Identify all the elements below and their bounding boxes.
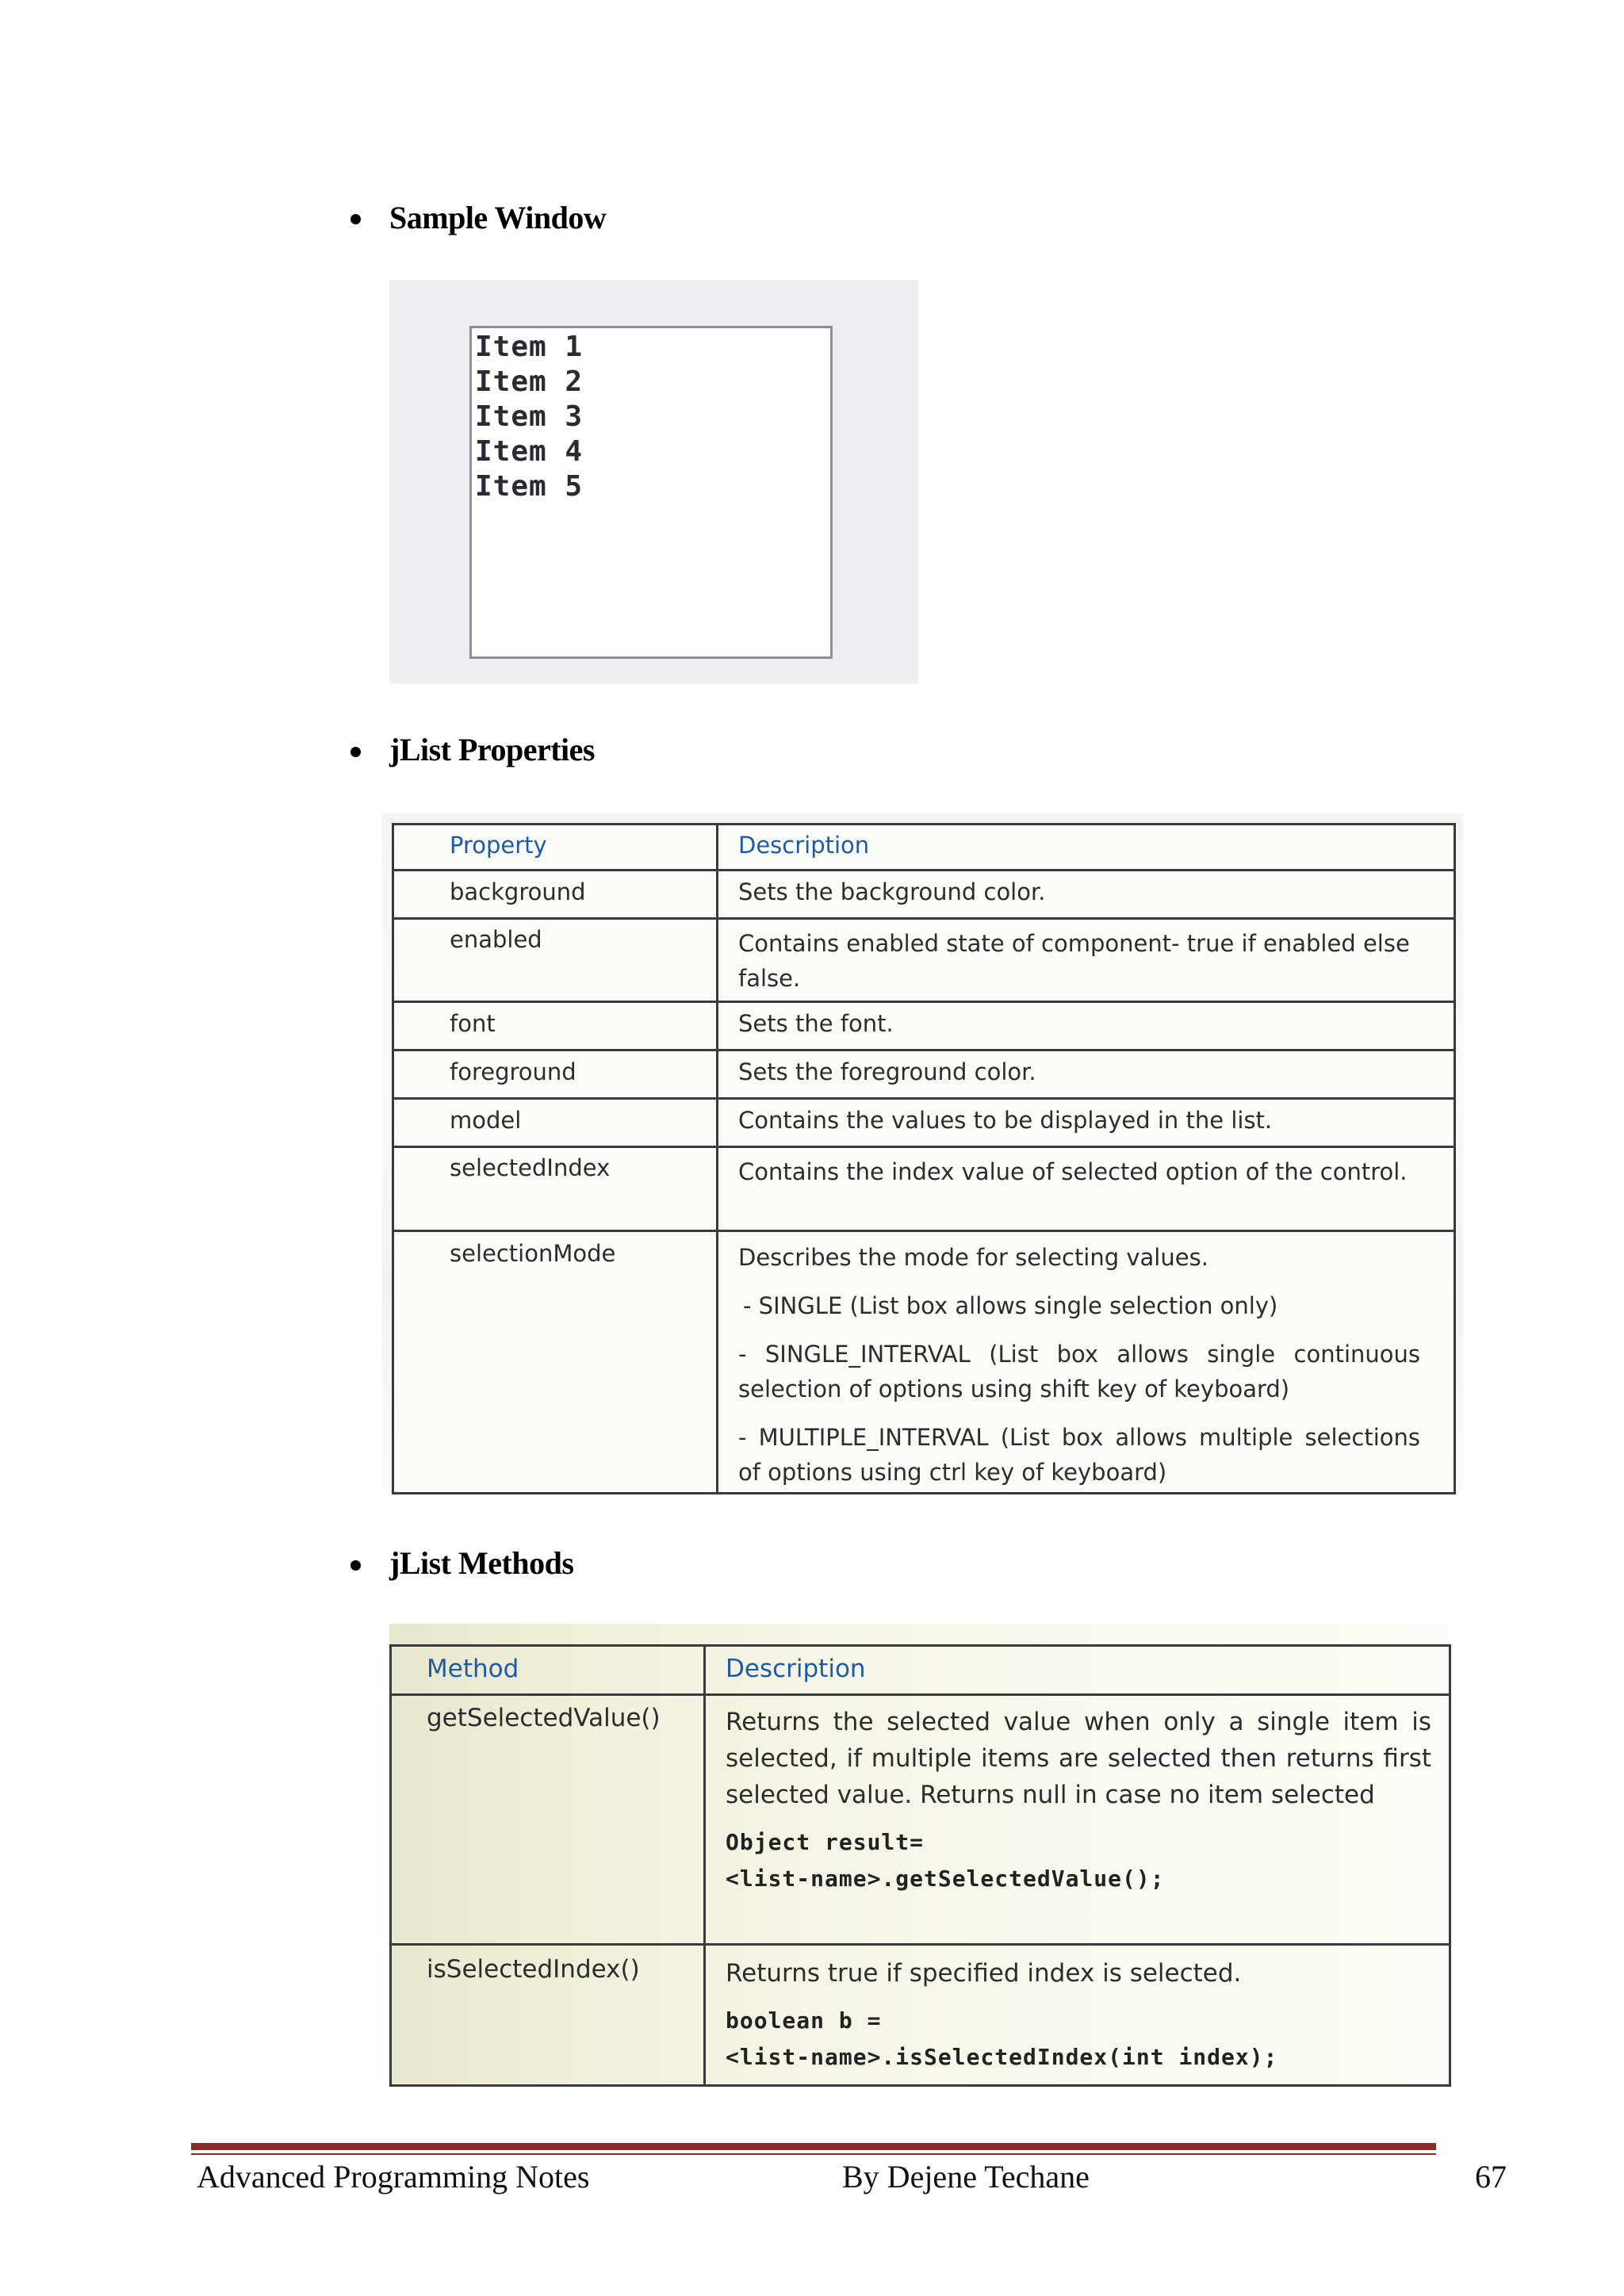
header-description: Description bbox=[718, 825, 1455, 871]
table-row bbox=[393, 1231, 1455, 1494]
desc-line: Describes the mode for selecting values. bbox=[738, 1244, 1208, 1271]
property-name: selectedIndex bbox=[393, 1147, 718, 1231]
header-description: Description bbox=[705, 1646, 1450, 1695]
bullet bbox=[350, 1560, 361, 1571]
table-row bbox=[393, 1002, 1455, 1050]
method-desc bbox=[705, 1945, 1450, 2086]
property-desc: Contains enabled state of component- true if enabled else false. bbox=[718, 919, 1455, 1002]
property-name: enabled bbox=[393, 919, 718, 1002]
bullet bbox=[350, 214, 361, 224]
desc-text: Returns the selected value when only a single item is selected, if multiple items are selected then returns first selected value. Returns null in case no item selected bbox=[726, 1708, 1431, 1809]
property-name: model bbox=[393, 1099, 718, 1147]
footer-author: By Dejene Techane bbox=[842, 2159, 1090, 2195]
method-name: isSelectedIndex() bbox=[391, 1945, 705, 2086]
table-row bbox=[393, 1099, 1455, 1147]
header-method: Method bbox=[391, 1646, 705, 1695]
page-number: 67 bbox=[1475, 2159, 1507, 2195]
section-heading-methods: jList Methods bbox=[389, 1545, 574, 1581]
list-item[interactable]: Item 5 bbox=[475, 470, 584, 503]
property-desc: Sets the font. bbox=[718, 1002, 1455, 1050]
desc-line: - SINGLE_INTERVAL (List box allows single continuous selection of options using shift key of keyboard) bbox=[738, 1341, 1420, 1402]
code-line: <list-name>.isSelectedIndex(int index); bbox=[726, 2044, 1278, 2070]
property-name: selectionMode bbox=[393, 1231, 718, 1494]
list-item[interactable]: Item 1 bbox=[475, 331, 584, 363]
code-line: <list-name>.getSelectedValue(); bbox=[726, 1866, 1165, 1892]
desc-line: - MULTIPLE_INTERVAL (List box allows multiple selections of options using ctrl key of keyboard) bbox=[738, 1424, 1420, 1486]
property-desc: Contains the index value of selected option of the control. bbox=[718, 1147, 1455, 1231]
list-item[interactable]: Item 4 bbox=[475, 435, 584, 468]
property-name: font bbox=[393, 1002, 718, 1050]
code-line: boolean b = bbox=[726, 2007, 882, 2034]
method-desc bbox=[705, 1695, 1450, 1945]
table-row bbox=[393, 1147, 1455, 1231]
sample-window-image bbox=[389, 280, 918, 683]
table-row bbox=[393, 871, 1455, 919]
footer-title: Advanced Programming Notes bbox=[197, 2159, 590, 2195]
property-name: background bbox=[393, 871, 718, 919]
table-row bbox=[391, 1945, 1450, 2086]
header-property: Property bbox=[393, 825, 718, 871]
property-desc bbox=[718, 1231, 1455, 1494]
list-item[interactable]: Item 3 bbox=[475, 400, 584, 433]
property-desc: Contains the values to be displayed in the list. bbox=[718, 1099, 1455, 1147]
property-name: foreground bbox=[393, 1050, 718, 1099]
code-line: Object result= bbox=[726, 1829, 925, 1855]
table-row bbox=[393, 919, 1455, 1002]
desc-text: Returns true if specified index is selected. bbox=[726, 1959, 1242, 1988]
table-row bbox=[391, 1695, 1450, 1945]
list-box[interactable] bbox=[469, 326, 833, 659]
section-heading-properties: jList Properties bbox=[389, 732, 595, 767]
list-item[interactable]: Item 2 bbox=[475, 365, 584, 398]
section-heading-sample-window: Sample Window bbox=[389, 200, 607, 235]
footer-rule bbox=[191, 2143, 1436, 2150]
table-row bbox=[393, 1050, 1455, 1099]
footer-rule bbox=[191, 2153, 1436, 2155]
method-name: getSelectedValue() bbox=[391, 1695, 705, 1945]
desc-line: - SINGLE (List box allows single selection only) bbox=[743, 1292, 1278, 1319]
methods-table bbox=[389, 1644, 1451, 2087]
bullet bbox=[350, 747, 361, 757]
property-desc: Sets the background color. bbox=[718, 871, 1455, 919]
properties-table bbox=[392, 823, 1456, 1494]
property-desc: Sets the foreground color. bbox=[718, 1050, 1455, 1099]
